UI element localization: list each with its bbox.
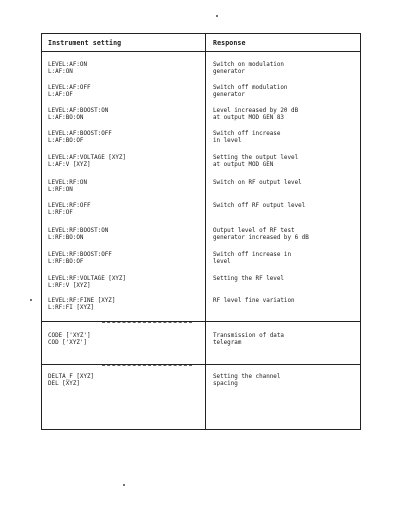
dashed-separator	[102, 365, 192, 366]
row-response-line: telegram	[213, 340, 242, 347]
row-response	[213, 374, 280, 389]
row-setting	[48, 85, 91, 100]
row-setting-line: DELTA_F [XYZ]	[48, 374, 95, 380]
row-setting	[48, 228, 108, 243]
row-setting-line: L:RF:BO:OF	[48, 259, 84, 266]
row-response-line: generator	[213, 92, 245, 99]
row-setting	[48, 374, 94, 389]
row-response	[213, 108, 298, 123]
header-response: Response	[213, 39, 246, 47]
row-setting	[48, 155, 126, 170]
row-response-line: at output MOD GEN 83	[213, 115, 284, 122]
row-response-line: Level increased by 20 dB	[213, 108, 299, 114]
row-setting	[48, 180, 87, 195]
scan-speck	[123, 484, 125, 486]
row-response	[213, 131, 280, 146]
row-setting-line: LEVEL:RF:VOLTAGE [XYZ]	[48, 276, 127, 282]
row-setting-line: L:AF:BO:OF	[48, 138, 84, 145]
group-divider	[42, 364, 360, 365]
row-response-line: spacing	[213, 381, 238, 388]
row-setting-line: LEVEL:AF:VOLTAGE [XYZ]	[48, 155, 127, 161]
row-setting	[48, 276, 126, 291]
row-response	[213, 333, 284, 348]
command-table	[41, 33, 361, 430]
header-instrument-setting: Instrument setting	[48, 39, 122, 47]
row-setting	[48, 203, 91, 218]
row-setting-line: L:AF:BO:ON	[48, 115, 84, 122]
row-response-line: in level	[213, 138, 242, 145]
row-response-line: Switch on RF output level	[213, 180, 302, 186]
row-setting	[48, 252, 112, 267]
row-setting-line: L:RF:ON	[48, 187, 73, 194]
row-response	[213, 228, 309, 243]
row-setting-line: L:RF:FI [XYZ]	[48, 305, 95, 312]
row-response-line: Output level of RF test	[213, 228, 295, 234]
row-setting	[48, 298, 115, 313]
row-response	[213, 155, 298, 170]
row-setting	[48, 333, 91, 348]
dashed-separator	[102, 322, 192, 323]
row-setting	[48, 131, 112, 146]
row-setting-line: LEVEL:RF:BOOST:ON	[48, 228, 109, 234]
row-setting-line: L:RF:V [XYZ]	[48, 283, 91, 290]
row-setting-line: LEVEL:RF:OFF	[48, 203, 91, 209]
row-response-line: Transmission of data	[213, 333, 284, 339]
row-response-line: Setting the RF level	[213, 276, 284, 282]
row-setting-line: DEL [XYZ]	[48, 381, 80, 388]
row-response-line: at output MOD GEN	[213, 162, 274, 169]
row-setting-line: L:RF:OF	[48, 210, 73, 217]
row-setting-line: L:AF:OF	[48, 92, 73, 99]
row-response-line: Setting the output level	[213, 155, 299, 161]
row-setting-line: L:AF:ON	[48, 69, 73, 76]
row-setting	[48, 108, 108, 123]
header-rule	[42, 51, 360, 52]
row-response	[213, 276, 284, 283]
row-setting-line: LEVEL:AF:OFF	[48, 85, 91, 91]
row-response-line: Switch on modulation	[213, 62, 284, 68]
row-response-line: RF level fine variation	[213, 298, 295, 304]
group-divider	[42, 321, 360, 322]
row-response	[213, 298, 295, 305]
row-setting	[48, 62, 87, 77]
row-response	[213, 85, 287, 100]
row-response-line: level	[213, 259, 231, 266]
row-response-line: Switch off increase in	[213, 252, 292, 258]
row-setting-line: LEVEL:RF:ON	[48, 180, 88, 186]
row-response-line: Switch off increase	[213, 131, 281, 137]
row-setting-line: LEVEL:RF:FINE [XYZ]	[48, 298, 116, 304]
row-response	[213, 252, 291, 267]
row-response	[213, 203, 305, 210]
row-setting-line: COD ['XYZ']	[48, 340, 88, 347]
row-response	[213, 180, 302, 187]
row-setting-line: L:AF:V [XYZ]	[48, 162, 91, 169]
row-response-line: Setting the channel	[213, 374, 281, 380]
row-setting-line: LEVEL:AF:ON	[48, 62, 88, 68]
row-response-line: generator increased by 6 dB	[213, 235, 309, 242]
row-setting-line: LEVEL:AF:BOOST:ON	[48, 108, 109, 114]
scan-speck	[30, 299, 32, 301]
row-response-line: Switch off modulation	[213, 85, 288, 91]
column-divider	[205, 34, 206, 429]
row-response-line: Switch off RF output level	[213, 203, 306, 209]
row-setting-line: LEVEL:AF:BOOST:OFF	[48, 131, 112, 137]
row-setting-line: CODE ['XYZ']	[48, 333, 91, 339]
row-response-line: generator	[213, 69, 245, 76]
scan-speck	[216, 15, 218, 17]
row-setting-line: LEVEL:RF:BOOST:OFF	[48, 252, 112, 258]
row-setting-line: L:RF:BO:ON	[48, 235, 84, 242]
row-response	[213, 62, 284, 77]
